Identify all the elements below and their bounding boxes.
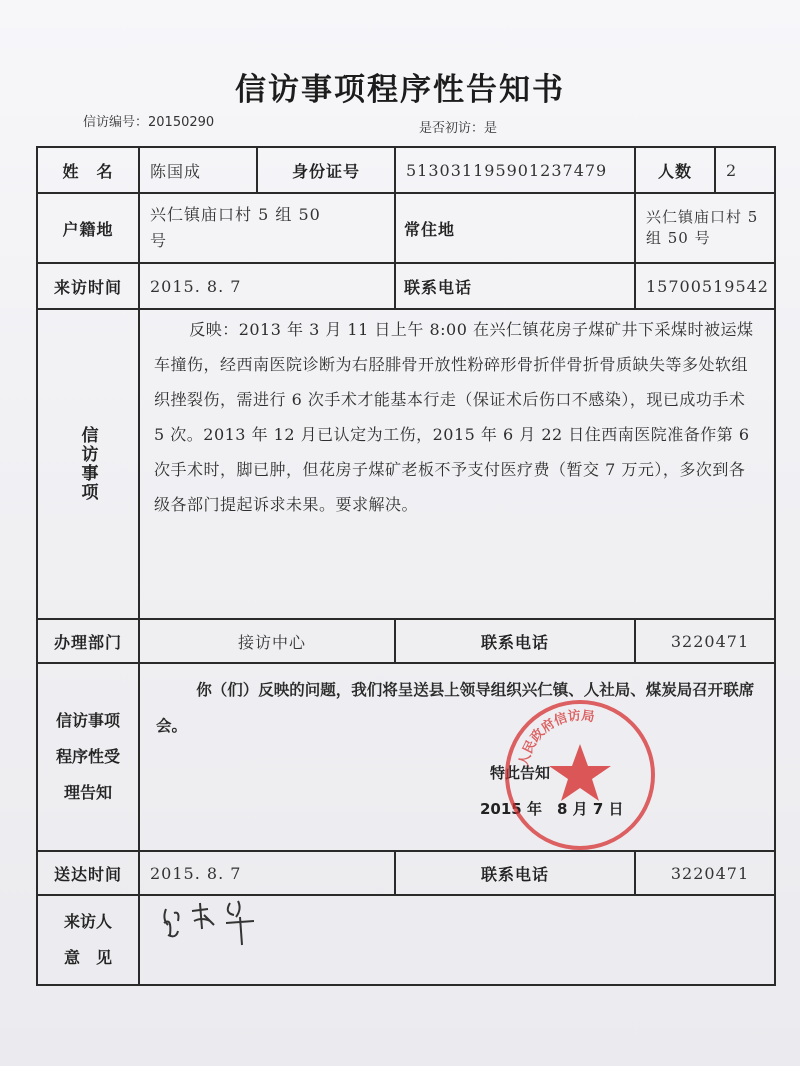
petition-number: 信访编号：20150290 [83,115,215,130]
hukou-value-line1: 兴仁镇庙口村 5 组 50 [150,205,321,224]
delivery-phone-label: 联系电话 [395,851,635,895]
dept-phone-value: 3220471 [635,619,775,663]
delivery-time-value: 2015. 8. 7 [139,851,395,895]
phone-value: 15700519542 [635,263,775,309]
row-visit [37,263,775,309]
row-reply [37,663,775,851]
reply-label-3: 理告知 [63,783,112,802]
count-value: 2 [715,147,775,193]
visit-time-value: 2015. 8. 7 [139,263,395,309]
row-matter [37,309,775,619]
delivery-time-label: 送达时间 [37,851,139,895]
matter-label: 信访事项 [77,426,98,502]
reply-cell [139,663,775,851]
row-delivery [37,851,775,895]
reply-date: 2015 年 8 月 7 日 [480,800,624,818]
delivery-phone-value: 3220471 [635,851,775,895]
hukou-value-line2: 号 [150,231,168,250]
residence-cell [395,193,635,263]
name-label: 姓 名 [37,147,139,193]
dept-value: 接访中心 [139,619,395,663]
opinion-label-1: 来访人 [63,912,112,931]
row-name [37,147,775,193]
notice-form-table [36,146,776,986]
row-department [37,619,775,663]
count-label: 人数 [635,147,715,193]
reply-text: 你（们）反映的问题，我们将呈送县上领导组织兴仁镇、人社局、煤炭局召开联席会。 [156,681,755,735]
id-label: 身份证号 [257,147,395,193]
first-visit-flag: 是否初访：是 [419,121,498,136]
opinion-label-cell [37,895,139,985]
document-title: 信访事项程序性告知书 [235,72,565,108]
visitor-signature [158,895,268,955]
reply-label-2: 程序性受 [55,747,120,766]
seal-graphic [509,704,651,846]
matter-label-cell [37,309,139,619]
hukou-label: 户籍地 [37,193,139,263]
matter-text: 反映：2013 年 3 月 11 日上午 8:00 在兴仁镇花房子煤矿井下采煤时被运煤车撞伤，经西南医院诊断为右胫腓骨开放性粉碎形骨折伴骨折骨质缺失等多处软组织挫裂伤，需进行 6 次手术才能基本行走（保证术后伤口不感染），现已成功手术 5 次。2013 年 12 月已认定为工伤，2015 年 6 月 22 日住西南医院准备作第 6 次手术时，脚已肿，但花房子煤矿老板不予支付医疗费（暂交 7 万元），多次到各级各部门提起诉求未果。要求解决。 [139,309,775,619]
reply-label-1: 信访事项 [55,711,120,730]
hukou-value [139,193,395,263]
reply-label-cell [37,663,139,851]
name-value: 陈国成 [139,147,257,193]
svg-text:人民政府信访局: 人民政府信访局 [517,708,596,769]
dept-label: 办理部门 [37,619,139,663]
residence-label: 常住地 [404,219,456,239]
residence-value: 兴仁镇庙口村 5 组 50 号 [635,193,775,263]
id-value: 513031195901237479 [395,147,635,193]
phone-label: 联系电话 [395,263,635,309]
row-opinion [37,895,775,985]
official-seal [505,700,655,850]
reply-notice: 特此告知 [490,764,551,782]
opinion-label-2: 意 见 [63,948,112,967]
dept-phone-label: 联系电话 [395,619,635,663]
visit-time-label: 来访时间 [37,263,139,309]
row-address [37,193,775,263]
